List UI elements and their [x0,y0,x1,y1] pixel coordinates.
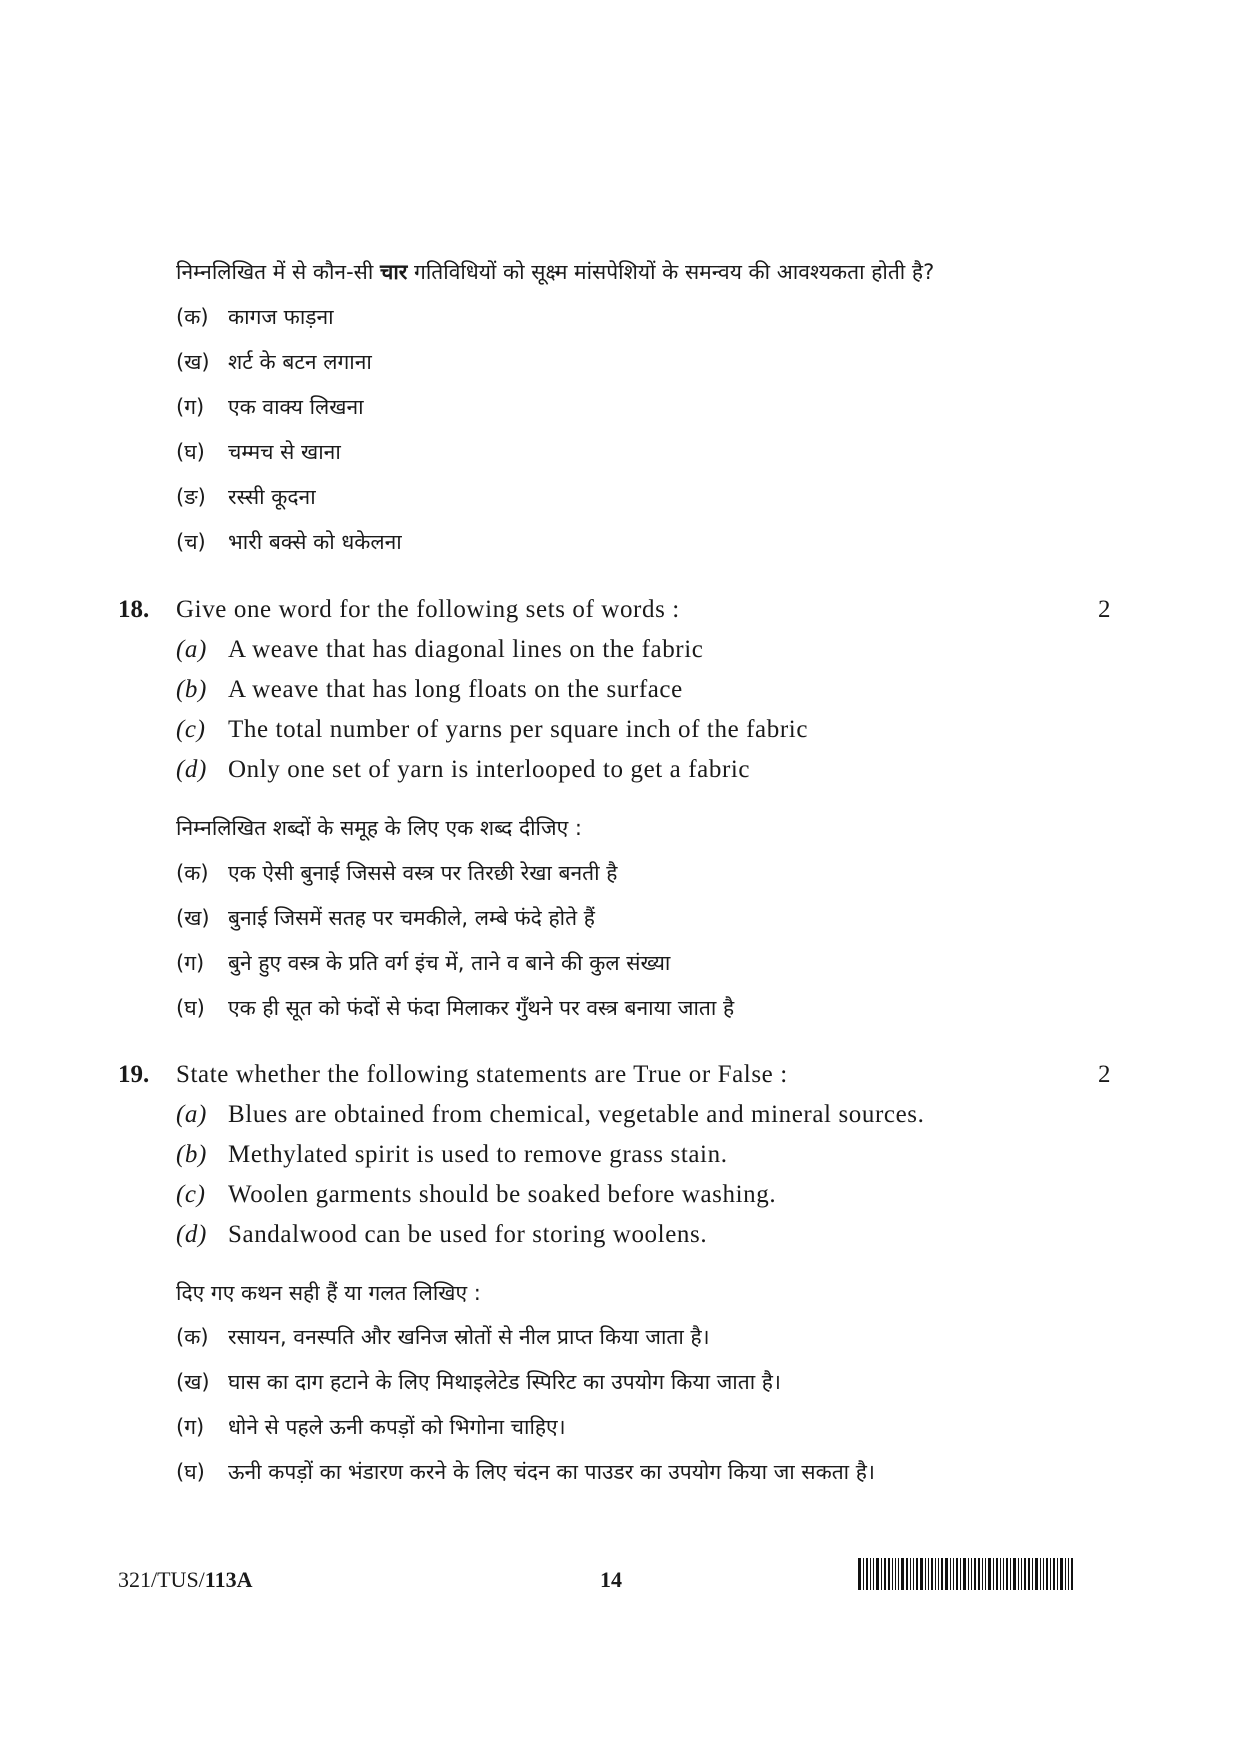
barcode-bar [1053,1558,1055,1590]
part-text: घास का दाग हटाने के लिए मिथाइलेटेड स्पिरिट का उपयोग किया जाता है। [228,1370,781,1394]
barcode-bar [928,1558,929,1590]
barcode-bar [945,1558,948,1590]
barcode-bar [968,1558,969,1590]
part-label: (a) [176,1101,207,1128]
barcode-bar [901,1558,904,1590]
q18-part [176,715,808,745]
q19-part [176,1140,728,1170]
part-text: रसायन, वनस्पति और खनिज स्रोतों से नील प्राप्त किया जाता है। [228,1325,710,1349]
q19-part [176,1100,924,1130]
q17-option [176,302,334,332]
barcode-bar [1024,1558,1026,1590]
barcode-bar [950,1558,951,1590]
part-label: (घ) [176,1460,205,1484]
q17-option [176,437,341,467]
q19-part [176,1180,776,1210]
barcode-bar [938,1558,939,1590]
part-text: एक ही सूत को फंदों से फंदा मिलाकर गुँथने पर वस्त्र बनाया जाता है [228,996,735,1020]
barcode-bar [910,1558,911,1590]
barcode-bar [935,1558,936,1590]
part-label: (a) [176,636,207,663]
q18-hindi-part [176,948,670,978]
question-text: State whether the following statements are True or False : [176,1061,788,1088]
q18-hindi-part [176,993,734,1023]
barcode-bar [1046,1558,1048,1590]
q18-part [176,675,683,705]
barcode-bar [913,1558,914,1590]
q19-hindi-part [176,1412,566,1442]
barcode-bar [1065,1558,1066,1590]
part-label: (क) [176,1325,209,1349]
q19-hindi-part [176,1367,781,1397]
option-text: रस्सी कूदना [228,485,316,509]
q18-part [176,755,750,785]
part-text: एक ऐसी बुनाई जिससे वस्त्र पर तिरछी रेखा बनती है [228,861,618,885]
barcode-bar [870,1558,871,1590]
part-label: (c) [176,716,206,743]
barcode-bar [988,1558,991,1590]
barcode-bar [858,1558,861,1590]
barcode-bar [898,1558,899,1590]
barcode-bar [1050,1558,1051,1590]
barcode-bar [941,1558,943,1590]
barcode-bar [863,1558,864,1590]
part-label: (क) [176,861,209,885]
part-text: Blues are obtained from chemical, vegetable and mineral sources. [228,1101,925,1128]
barcode-bar [996,1558,998,1590]
question-number: 18. [118,596,150,623]
q18-part [176,635,703,665]
option-label: (ग) [176,395,205,419]
paper-code-prefix: 321/TUS/ [118,1567,205,1592]
barcode-bar [906,1558,908,1590]
option-text: एक वाक्य लिखना [228,395,364,419]
barcode-bar [866,1558,868,1590]
barcode-bar [920,1558,923,1590]
option-label: (क) [176,305,209,329]
barcode-bar [873,1558,874,1590]
part-label: (ग) [176,1415,205,1439]
barcode-bar [974,1558,976,1590]
option-label: (घ) [176,440,205,464]
option-text: भारी बक्से को धकेलना [228,530,402,554]
option-text: कागज फाड़ना [228,305,334,329]
part-text: Methylated spirit is used to remove grass stain. [228,1141,728,1168]
q17-option [176,482,316,512]
part-text: Only one set of yarn is interlooped to get a fabric [228,756,751,783]
q19-hindi-intro: दिए गए कथन सही हैं या गलत लिखिए : [176,1281,481,1305]
intro-text-bold: चार [379,260,408,284]
part-text: धोने से पहले ऊनी कपड़ों को भिगोना चाहिए। [228,1415,566,1439]
barcode-bar [881,1558,882,1590]
q17-option [176,392,364,422]
page-number: 14 [600,1567,622,1592]
q17-option [176,527,402,557]
part-label: (ख) [176,1370,210,1394]
part-text: ऊनी कपड़ों का भंडारण करने के लिए चंदन का पाउडर का उपयोग किया जा सकता है। [228,1460,875,1484]
question-marks: 2 [1098,1061,1111,1088]
part-text: Woolen garments should be soaked before washing. [228,1181,777,1208]
q19-hindi-part [176,1322,710,1352]
barcode-bar [1021,1558,1022,1590]
barcode-bar [884,1558,886,1590]
q18-hindi-part [176,903,595,933]
barcode-bar [931,1558,933,1590]
part-label: (ग) [176,951,205,975]
barcode-bar [916,1558,918,1590]
q18-hindi-part [176,858,617,888]
part-label: (d) [176,1221,207,1248]
barcode-bar [956,1558,958,1590]
barcode-bar [971,1558,972,1590]
barcode-bar [1035,1558,1038,1590]
barcode-bar [1013,1558,1016,1590]
part-label: (d) [176,756,207,783]
q18-hindi-intro: निम्नलिखित शब्दों के समूह के लिए एक शब्द दीजिए : [176,816,582,840]
intro-text-before: निम्नलिखित में से कौन-सी [176,260,380,284]
part-label: (ख) [176,906,210,930]
barcode-bar [1006,1558,1008,1590]
question-number: 19. [118,1061,150,1088]
barcode-bar [892,1558,893,1590]
part-text: बुने हुए वस्त्र के प्रति वर्ग इंच में, ताने व बाने की कुल संख्या [228,951,671,975]
barcode-bar [960,1558,961,1590]
barcode-bar [895,1558,896,1590]
barcode-bar [888,1558,890,1590]
barcode-bar [1068,1558,1069,1590]
option-label: (च) [176,530,206,554]
barcode-bar [993,1558,994,1590]
barcode-bar [1018,1558,1019,1590]
part-text: The total number of yarns per square inch of the fabric [228,716,809,743]
barcode-bar [985,1558,986,1590]
paper-code-bold: 113A [204,1567,253,1592]
barcode-image [858,1558,1120,1590]
barcode-bar [1057,1558,1058,1590]
barcode-bar [953,1558,954,1590]
barcode-bar [963,1558,966,1590]
barcode-bar [925,1558,926,1590]
part-label: (b) [176,676,207,703]
part-label: (b) [176,1141,207,1168]
part-label: (c) [176,1181,206,1208]
intro-text-after: गतिविधियों को सूक्ष्म मांसपेशियों के समन्वय की आवश्यकता होती है? [407,260,935,284]
barcode-bar [1028,1558,1030,1590]
barcode-bar [978,1558,980,1590]
part-text: बुनाई जिसमें सतह पर चमकीले, लम्बे फंदे होते हैं [228,906,595,930]
barcode-bar [1071,1558,1073,1590]
barcode-bar [1043,1558,1044,1590]
q19-hindi-part [176,1457,875,1487]
barcode-bar [1060,1558,1063,1590]
barcode-bar [876,1558,879,1590]
barcode-bar [1010,1558,1011,1590]
part-label: (घ) [176,996,205,1020]
paper-code [118,1567,252,1593]
question-text: Give one word for the following sets of words : [176,596,680,623]
part-text: A weave that has diagonal lines on the fabric [228,636,704,663]
q19-part [176,1220,707,1250]
barcode-bar [1000,1558,1001,1590]
barcode-bar [1032,1558,1033,1590]
barcode-bar [1003,1558,1004,1590]
part-text: A weave that has long floats on the surface [228,676,683,703]
question-marks: 2 [1098,596,1111,623]
option-label: (ङ) [176,485,206,509]
option-label: (ख) [176,350,210,374]
barcode-bar [982,1558,983,1590]
option-text: चम्मच से खाना [228,440,341,464]
part-text: Sandalwood can be used for storing woolens. [228,1221,708,1248]
q17-hindi-intro [176,257,934,287]
q17-option [176,347,372,377]
option-text: शर्ट के बटन लगाना [228,350,372,374]
barcode-bar [1040,1558,1041,1590]
